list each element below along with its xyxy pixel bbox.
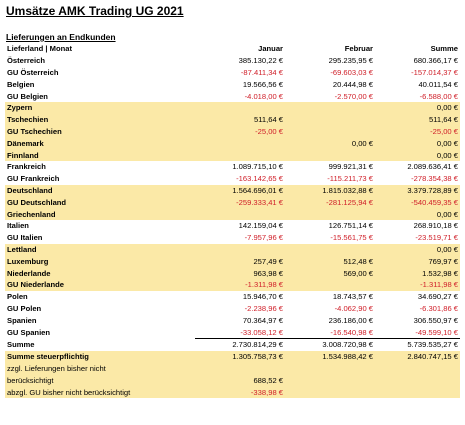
row-label: GU Polen (7, 303, 42, 313)
row-label: Deutschland (5, 185, 195, 197)
cell-february (285, 102, 375, 114)
table-row (5, 351, 460, 363)
row-label: Polen (7, 292, 28, 302)
row-label: Tschechien (5, 114, 195, 126)
table-header-row (5, 43, 460, 55)
cell-january: -338,98 € (195, 386, 285, 398)
cell-total: 306.550,97 € (413, 315, 458, 325)
cell-january: -259.333,41 € (195, 196, 285, 208)
cell-total: -49.599,10 € (415, 327, 458, 337)
row-label: Lettland (5, 244, 195, 256)
table-row (5, 303, 460, 315)
cell-february (285, 279, 375, 291)
column-header-february: Februar (344, 44, 373, 54)
cell-february: 569,00 € (285, 267, 375, 279)
cell-total: 0,00 € (375, 244, 460, 256)
cell-january: 15.946,70 € (242, 292, 283, 302)
row-label: Zypern (5, 102, 195, 114)
table-row (5, 291, 460, 303)
cell-total: 680.366,17 € (413, 56, 458, 66)
cell-january: 1.089.715,10 € (232, 162, 283, 172)
cell-january: -4.018,00 € (244, 91, 283, 101)
cell-february (285, 149, 375, 161)
cell-february: 126.751,14 € (328, 221, 373, 231)
table-row (5, 55, 460, 67)
cell-total: 268.910,18 € (413, 221, 458, 231)
cell-january: -7.957,96 € (244, 233, 283, 243)
row-label: GU Niederlande (5, 279, 195, 291)
cell-total: -540.459,35 € (375, 196, 460, 208)
cell-february: 999.921,31 € (328, 162, 373, 172)
column-header-country: Lieferland | Monat (7, 44, 72, 54)
table-row (5, 326, 460, 338)
cell-total: -278.354,38 € (411, 174, 458, 184)
row-label: abzgl. GU bisher nicht berücksichtigt (5, 386, 195, 398)
cell-total: 2.089.636,41 € (407, 162, 458, 172)
cell-total: 511,64 € (375, 114, 460, 126)
cell-total: 34.690,27 € (417, 292, 458, 302)
row-label: berücksichtigt (5, 374, 195, 386)
cell-total (375, 386, 460, 398)
cell-total: -23.519,71 € (415, 233, 458, 243)
cell-february (285, 363, 375, 375)
table-row (5, 126, 460, 138)
cell-total: 0,00 € (375, 137, 460, 149)
row-label: GU Tschechien (5, 126, 195, 138)
table-row (5, 244, 460, 256)
table-row (5, 314, 460, 326)
row-label: GU Spanien (7, 327, 51, 337)
cell-january: -33.058,12 € (240, 327, 283, 337)
row-label: GU Italien (7, 233, 43, 243)
cell-total: -6.301,86 € (419, 303, 458, 313)
row-label: Italien (7, 221, 29, 231)
cell-total: 1.532,98 € (375, 267, 460, 279)
cell-february (285, 126, 375, 138)
row-label: Österreich (7, 56, 45, 66)
table-row (5, 78, 460, 90)
cell-february: 236.186,00 € (328, 315, 373, 325)
cell-january: 1.305.758,73 € (195, 351, 285, 363)
row-label: GU Belgien (7, 91, 48, 101)
row-label: Frankreich (7, 162, 46, 172)
cell-february: 295.235,95 € (328, 56, 373, 66)
cell-february: 3.008.720,98 € (285, 338, 375, 350)
cell-total: 0,00 € (375, 149, 460, 161)
table-row (5, 232, 460, 244)
cell-february (285, 208, 375, 220)
table-row (5, 255, 460, 267)
cell-total: -1.311,98 € (375, 279, 460, 291)
cell-january: -163.142,65 € (236, 174, 283, 184)
cell-january: 257,49 € (195, 255, 285, 267)
cell-total: -6.588,00 € (419, 91, 458, 101)
revenue-table (5, 43, 460, 398)
row-label: zzgl. Lieferungen bisher nicht (5, 363, 195, 375)
cell-total: 0,00 € (375, 208, 460, 220)
cell-january: 688,52 € (195, 374, 285, 386)
cell-january: 2.730.814,29 € (195, 338, 285, 350)
sheet-subtitle: Lieferungen an Endkunden (6, 32, 116, 42)
table-row (5, 161, 460, 173)
row-label: Griechenland (5, 208, 195, 220)
cell-february: 1.815.032,88 € (285, 185, 375, 197)
cell-february: -2.570,00 € (334, 91, 373, 101)
cell-january (195, 137, 285, 149)
cell-january: -1.311,98 € (195, 279, 285, 291)
cell-january (195, 208, 285, 220)
cell-total: -157.014,37 € (411, 67, 458, 77)
table-row (5, 196, 460, 208)
cell-january: -87.411,34 € (240, 67, 283, 77)
cell-february (285, 386, 375, 398)
table-row (5, 363, 460, 375)
cell-total (375, 374, 460, 386)
cell-total (375, 363, 460, 375)
row-label: Spanien (7, 315, 37, 325)
table-row (5, 267, 460, 279)
cell-total: 3.379.728,89 € (375, 185, 460, 197)
table-body (5, 55, 460, 398)
row-label: Niederlande (5, 267, 195, 279)
column-header-total: Summe (430, 44, 458, 54)
cell-february (285, 114, 375, 126)
cell-january (195, 363, 285, 375)
row-label: Luxemburg (5, 255, 195, 267)
cell-january: 963,98 € (195, 267, 285, 279)
row-label: Belgien (7, 79, 35, 89)
table-row (5, 67, 460, 79)
cell-january: 142.159,04 € (238, 221, 283, 231)
cell-january: -2.238,96 € (244, 303, 283, 313)
cell-february: 512,48 € (285, 255, 375, 267)
row-label: GU Deutschland (5, 196, 195, 208)
cell-january: 70.364,97 € (242, 315, 283, 325)
cell-february: 0,00 € (285, 137, 375, 149)
table-row (5, 338, 460, 350)
table-row (5, 149, 460, 161)
cell-february: -16.540,98 € (330, 327, 373, 337)
table-row (5, 173, 460, 185)
row-label: GU Frankreich (7, 174, 60, 184)
column-header-january: Januar (258, 44, 283, 54)
cell-total: 2.840.747,15 € (375, 351, 460, 363)
row-label: Dänemark (5, 137, 195, 149)
cell-february: -115.211,73 € (327, 174, 373, 184)
cell-february: 18.743,57 € (332, 292, 373, 302)
cell-february: -4.062,90 € (334, 303, 373, 313)
cell-january: 511,64 € (195, 114, 285, 126)
row-label: Finnland (5, 149, 195, 161)
row-label: Summe (7, 340, 35, 350)
cell-total: 769,97 € (375, 255, 460, 267)
table-row (5, 220, 460, 232)
table-row (5, 386, 460, 398)
cell-february: -281.125,94 € (285, 196, 375, 208)
cell-january: -25,00 € (195, 126, 285, 138)
table-row (5, 208, 460, 220)
cell-total: 40.011,54 € (418, 79, 458, 89)
cell-february: -15.561,75 € (330, 233, 373, 243)
cell-february: 20.444,98 € (332, 79, 373, 89)
cell-january (195, 149, 285, 161)
table-row (5, 114, 460, 126)
cell-january (195, 244, 285, 256)
sheet-title: Umsätze AMK Trading UG 2021 (6, 4, 184, 18)
table-row (5, 279, 460, 291)
cell-total: 5.739.535,27 € (375, 338, 460, 350)
row-label: Summe steuerpflichtig (5, 351, 195, 363)
cell-total: -25,00 € (375, 126, 460, 138)
cell-february: 1.534.988,42 € (285, 351, 375, 363)
cell-january (195, 102, 285, 114)
cell-february: -69.603,03 € (330, 67, 373, 77)
cell-january: 19.566,56 € (242, 79, 283, 89)
cell-january: 1.564.696,01 € (195, 185, 285, 197)
table-row (5, 374, 460, 386)
table-row (5, 102, 460, 114)
cell-february (285, 244, 375, 256)
table-row (5, 90, 460, 102)
table-row (5, 185, 460, 197)
table-row (5, 137, 460, 149)
row-label: GU Österreich (7, 67, 59, 77)
cell-january: 385.130,22 € (238, 56, 283, 66)
cell-total: 0,00 € (375, 102, 460, 114)
cell-february (285, 374, 375, 386)
